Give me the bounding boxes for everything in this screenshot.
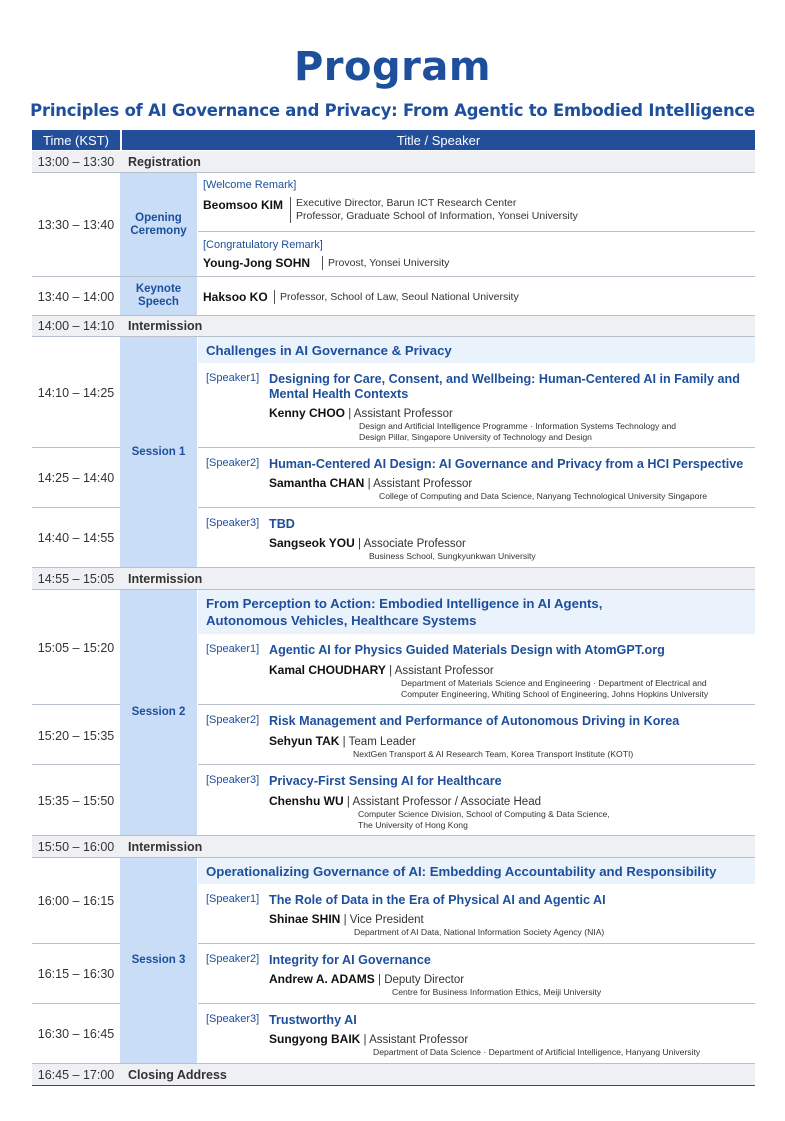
session-1-talk-2-time: 14:25 – 14:40 <box>37 471 115 485</box>
closing-label: Closing Address <box>128 1068 227 1082</box>
session-1-talk-1-speaker: Kenny CHOO | Assistant Professor <box>269 406 453 420</box>
opening-time: 13:30 – 13:40 <box>37 218 115 232</box>
session-1-talk-2-speaker: Samantha CHAN | Assistant Professor <box>269 476 473 490</box>
session-2-talk-1-time: 15:05 – 15:20 <box>37 641 115 655</box>
session-3-talk-3-tag: [Speaker3] <box>206 1013 260 1025</box>
session-1-talk-1-affiliation-1: Design and Artificial Intelligence Programme · Information Systems Technology and <box>359 421 677 431</box>
registration-label: Registration <box>128 155 201 169</box>
session-1-talk-3-title: TBD <box>269 517 295 531</box>
session-3-talk-2-affiliation: Centre for Business Information Ethics, Meiji University <box>392 987 602 997</box>
intermission-3-label: Intermission <box>128 840 203 854</box>
session-3-talk-1-affiliation: Department of AI Data, National Information Society Agency (NIA) <box>354 927 605 937</box>
session-2-talk-3-speaker: Chenshu WU | Assistant Professor / Associate Head <box>269 794 541 808</box>
session-1-talk-2-affiliation: College of Computing and Data Science, Nanyang Technological University Singapore <box>379 491 708 501</box>
session-2-talk-3-title: Privacy-First Sensing AI for Healthcare <box>269 774 502 788</box>
session-1-talk-1-title: Designing for Care, Consent, and Wellbeing: Human-Centered AI in Family and Mental Health Contexts <box>269 372 740 401</box>
intermission-3-time: 15:50 – 16:00 <box>37 840 115 854</box>
session-2-talk-2-time: 15:20 – 15:35 <box>37 729 115 743</box>
session-1-talk-2-tag: [Speaker2] <box>206 457 260 469</box>
session-2-talk-2-affiliation: NextGen Transport & AI Research Team, Korea Transport Institute (KOTI) <box>353 749 634 759</box>
session-2-talk-3-affiliation-2: The University of Hong Kong <box>358 820 468 830</box>
column-header-title-speaker: Title / Speaker <box>122 130 755 150</box>
session-1-talk-1-affiliation-2: Design Pillar, Singapore University of Technology and Design <box>359 432 592 442</box>
session-3-label: Session 3 <box>120 858 197 1063</box>
session-2-theme: From Perception to Action: Embodied Intelligence in AI Agents, Autonomous Vehicles, Healthcare Systems <box>198 590 755 634</box>
welcome-remark-tag: [Welcome Remark] <box>203 179 297 191</box>
session-2-talk-3-time: 15:35 – 15:50 <box>37 794 115 808</box>
session-2-talk-1-title: Agentic AI for Physics Guided Materials Design with AtomGPT.org <box>269 643 665 657</box>
session-2-talk-3-tag: [Speaker3] <box>206 774 260 786</box>
session-2-talk-1-affiliation-1: Department of Materials Science and Engineering · Department of Electrical and <box>401 678 707 688</box>
session-2-talk-2-title: Risk Management and Performance of Autonomous Driving in Korea <box>269 714 680 728</box>
session-3-talk-2-tag: [Speaker2] <box>206 953 260 965</box>
intermission-1-time: 14:00 – 14:10 <box>37 319 115 333</box>
session-3-talk-2-time: 16:15 – 16:30 <box>37 967 115 981</box>
intermission-1-label: Intermission <box>128 319 203 333</box>
session-2-talk-1-speaker: Kamal CHOUDHARY | Assistant Professor <box>269 663 494 677</box>
column-header-time: Time (KST) <box>32 130 120 150</box>
session-2-talk-1-affiliation-2: Computer Engineering, Whiting School of Engineering, Johns Hopkins University <box>401 689 709 699</box>
closing-time: 16:45 – 17:00 <box>37 1068 115 1082</box>
session-3-talk-1-title: The Role of Data in the Era of Physical AI and Agentic AI <box>269 893 606 907</box>
session-1-label: Session 1 <box>120 337 197 567</box>
session-1-talk-1-tag: [Speaker1] <box>206 372 260 384</box>
session-3-talk-2-speaker: Andrew A. ADAMS | Deputy Director <box>269 972 465 986</box>
registration-time: 13:00 – 13:30 <box>37 155 115 169</box>
welcome-speaker-name: Beomsoo KIM <box>203 198 284 212</box>
keynote-time: 13:40 – 14:00 <box>37 290 115 304</box>
congratulatory-speaker-role: Provost, Yonsei University <box>328 257 450 269</box>
session-3-talk-2-title: Integrity for AI Governance <box>269 953 431 967</box>
session-1-talk-1-time: 14:10 – 14:25 <box>37 386 115 400</box>
session-3-talk-3-time: 16:30 – 16:45 <box>37 1027 115 1041</box>
session-1-talk-2-title: Human-Centered AI Design: AI Governance and Privacy from a HCI Perspective <box>269 457 744 471</box>
opening-ceremony-label: Opening Ceremony <box>120 173 197 276</box>
session-1-talk-3-speaker: Sangseok YOU | Associate Professor <box>269 536 466 550</box>
session-2-talk-2-tag: [Speaker2] <box>206 714 260 726</box>
intermission-2-time: 14:55 – 15:05 <box>37 572 115 586</box>
page-title: Program <box>293 44 492 90</box>
keynote-speaker-role: Professor, School of Law, Seoul National University <box>280 291 519 303</box>
keynote-speaker-name: Haksoo KO <box>203 290 268 304</box>
session-3-talk-1-tag: [Speaker1] <box>206 893 260 905</box>
session-2-talk-3-affiliation-1: Computer Science Division, School of Computing & Data Science, <box>358 809 610 819</box>
session-3-talk-3-speaker: Sungyong BAIK | Assistant Professor <box>269 1032 469 1046</box>
session-3-talk-1-speaker: Shinae SHIN | Vice President <box>269 912 424 926</box>
session-1-theme: Challenges in AI Governance & Privacy <box>198 337 755 363</box>
session-3-talk-1-time: 16:00 – 16:15 <box>37 894 115 908</box>
page-subtitle: Principles of AI Governance and Privacy: From Agentic to Embodied Intelligence <box>30 101 755 120</box>
session-2-label: Session 2 <box>120 590 197 835</box>
keynote-label: Keynote Speech <box>120 277 197 315</box>
welcome-speaker-role-2: Professor, Graduate School of Information, Yonsei University <box>296 210 578 222</box>
session-1-talk-3-time: 14:40 – 14:55 <box>37 531 115 545</box>
session-3-talk-3-affiliation: Department of Data Science · Department of Artificial Intelligence, Hanyang University <box>373 1047 701 1057</box>
session-1-talk-3-affiliation: Business School, Sungkyunkwan University <box>369 551 536 561</box>
congratulatory-remark-tag: [Congratulatory Remark] <box>203 239 323 251</box>
session-2-talk-1-tag: [Speaker1] <box>206 643 260 655</box>
session-3-theme: Operationalizing Governance of AI: Embedding Accountability and Responsibility <box>198 858 755 884</box>
congratulatory-speaker-name: Young-Jong SOHN <box>203 256 311 270</box>
welcome-speaker-role-1: Executive Director, Barun ICT Research Center <box>296 197 517 209</box>
intermission-2-label: Intermission <box>128 572 203 586</box>
session-3-talk-3-title: Trustworthy AI <box>269 1013 357 1027</box>
session-1-talk-3-tag: [Speaker3] <box>206 517 260 529</box>
session-2-talk-2-speaker: Sehyun TAK | Team Leader <box>269 734 416 748</box>
